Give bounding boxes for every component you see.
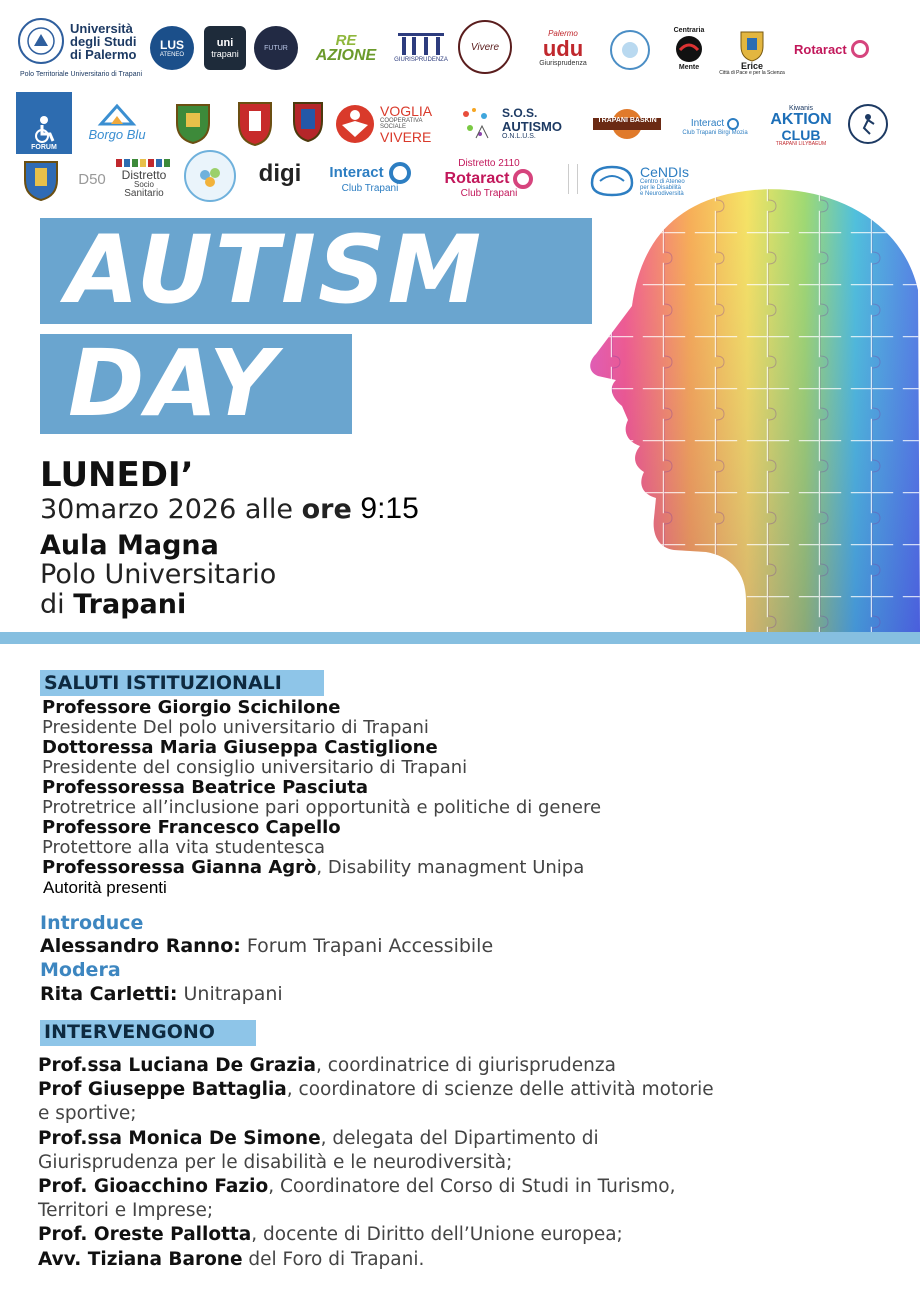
list-item xyxy=(42,699,341,717)
list-item xyxy=(38,1248,425,1270)
speaker-role: Protettore alla vita studentesca xyxy=(42,837,326,858)
sos-autismo-logo: S.O.S. AUTISMO O.N.L.U.S. xyxy=(458,98,578,150)
unipa-seal-logo xyxy=(18,18,64,64)
list-item xyxy=(42,739,438,757)
list-item xyxy=(38,1127,599,1149)
speaker-name: Prof.ssa Monica De Simone xyxy=(38,1127,321,1149)
speaker-role: Protretrice all’inclusione pari opportunità e politiche di genere xyxy=(42,797,602,818)
speaker-role: Presidente del consiglio universitario di Trapani xyxy=(42,757,468,778)
borgo-blu-logo: Borgo Blu xyxy=(80,92,154,148)
intervengono-heading: INTERVENGONO xyxy=(44,1021,215,1043)
coat-of-arms-3-logo xyxy=(288,94,328,146)
trapani-baskin-logo: TRAPANI BASKIN xyxy=(586,100,668,148)
speaker-role: , coordinatrice di giurisprudenza xyxy=(315,1055,616,1076)
list-item xyxy=(38,1178,675,1197)
rotaract-trapani-logo: Distretto 2110 Rotaract Club Trapani xyxy=(428,154,550,204)
section-divider xyxy=(0,632,920,644)
speaker-name: Professore Giorgio Scichilone xyxy=(42,697,341,718)
speaker-name: Prof. Gioacchino Fazio xyxy=(38,1176,269,1197)
list-item xyxy=(42,799,601,817)
unitrapani-logo: uni trapani xyxy=(204,26,246,70)
lus-logo: LUS ATENEO xyxy=(150,26,194,70)
coat-of-arms-1-logo xyxy=(168,96,218,148)
list-item xyxy=(42,859,584,877)
list-item xyxy=(42,779,368,797)
speaker-name: Prof.ssa Luciana De Grazia xyxy=(38,1055,316,1076)
rotary-wheel-icon xyxy=(513,169,533,189)
erice-logo: Erice Città di Pace e per la Scienza xyxy=(718,22,786,82)
rotary-wheel-icon xyxy=(727,118,739,130)
speaker-role: , Coordinatore del Corso di Studi in Turismo, xyxy=(268,1176,676,1197)
blue-seal-logo xyxy=(610,30,650,70)
d50-logo: D50 xyxy=(78,170,106,188)
unipa-wordmark: Università degli Studi di Palermo xyxy=(70,21,137,62)
speaker-name: Avv. Tiziana Barone xyxy=(38,1248,243,1270)
speaker-role: Presidente Del polo universitario di Trapani xyxy=(42,717,429,738)
event-date: 30marzo 2026 alle ore 9:15 xyxy=(40,492,419,525)
list-item xyxy=(38,1105,137,1124)
event-day: LUNEDI’ xyxy=(40,455,194,495)
speaker-name: Dottoressa Maria Giuseppa Castiglione xyxy=(42,737,438,758)
rotary-wheel-icon xyxy=(389,162,411,184)
discobolus-logo xyxy=(848,104,888,144)
giurisprudenza-logo: GIURISPRUDENZA xyxy=(392,24,450,68)
speaker-name: Prof Giuseppe Battaglia xyxy=(38,1079,287,1101)
forum-accessibile-logo: FORUM xyxy=(16,92,72,154)
list-item xyxy=(42,719,429,737)
list-item xyxy=(38,1202,213,1221)
venue-line-3: di Trapani xyxy=(40,589,187,620)
speaker-role: , docente di Diritto dell’Unione europea; xyxy=(251,1224,623,1246)
coat-of-arms-4-logo xyxy=(16,152,66,204)
list-item xyxy=(42,839,325,857)
modera-label: Modera xyxy=(40,959,121,981)
speaker-role: , delegata del Dipartimento di xyxy=(320,1127,599,1149)
rotary-wheel-icon xyxy=(851,40,869,58)
speaker-role: , coordinatore di scienze delle attività motorie xyxy=(286,1079,714,1101)
speaker-name: Professoressa Gianna Agrò xyxy=(42,857,317,878)
reazione-logo: RE AZIONE xyxy=(315,31,377,64)
vivere-logo: Vivere xyxy=(458,20,512,74)
unipa-caption: Polo Territoriale Universitario di Trapani xyxy=(20,71,143,78)
speaker-name: Professoressa Beatrice Pasciuta xyxy=(42,777,369,798)
speaker-role: , Disability managment Unipa xyxy=(316,857,585,878)
futur-logo: FUTUR xyxy=(254,26,298,70)
udu-logo: Palermo udu Giurisprudenza xyxy=(539,28,587,67)
speaker-role: e sportive; xyxy=(38,1103,137,1125)
list-item xyxy=(38,1151,513,1173)
centraria-logo: Centraria Mente xyxy=(673,27,705,71)
aktion-club-logo: Kiwanis AKTION CLUB TRAPANI LILYBAEUM xyxy=(770,105,832,147)
distretto-sanitario-logo: Distretto Socio Sanitario xyxy=(112,152,176,206)
modera-line: Rita Carletti: Unitrapani xyxy=(40,983,283,1005)
cendis-logo: CeNDIs Centro di Ateneo per le Disabilità e Neurodiversità xyxy=(588,160,708,202)
venue-line-2: Polo Universitario xyxy=(40,559,277,590)
list-item xyxy=(38,1226,623,1245)
speaker-name: Professore Francesco Capello xyxy=(42,817,341,838)
speaker-name: Prof. Oreste Pallotta xyxy=(38,1224,252,1246)
authorities-note: Autorità presenti xyxy=(43,878,167,897)
list-item xyxy=(42,759,467,777)
voglia-di-vivere-logo: VOGLIA COOPERATIVA SOCIALE VIVERE xyxy=(334,98,452,150)
interact-birgi-mozia-logo: Interact Club Trapani Birgi Mozia xyxy=(682,118,748,136)
list-item xyxy=(42,819,341,837)
title-line-1: AUTISM xyxy=(66,216,484,325)
event-time: 9:15 xyxy=(360,492,419,525)
list-item xyxy=(38,1057,616,1076)
interact-trapani-logo: Interact Club Trapani xyxy=(320,158,420,198)
speaker-role: del Foro di Trapani. xyxy=(242,1248,425,1270)
rotaract-top-logo: Rotaract xyxy=(794,36,904,62)
digi-logo: digi xyxy=(258,160,302,187)
saluti-heading: SALUTI ISTITUZIONALI xyxy=(44,672,282,694)
introduce-line: Alessandro Ranno: Forum Trapani Accessibile xyxy=(40,935,494,957)
title-line-2: DAY xyxy=(68,330,278,437)
venue-line-1: Aula Magna xyxy=(40,530,219,561)
speaker-role: Giurisprudenza per le disabilità e le neurodiversità; xyxy=(38,1151,513,1173)
aps-mente-logo xyxy=(184,150,236,202)
coat-of-arms-2-logo xyxy=(228,92,282,150)
introduce-label: Introduce xyxy=(40,912,144,934)
puzzle-head-illustration xyxy=(560,180,920,632)
list-item xyxy=(38,1081,714,1100)
speaker-role: Territori e Imprese; xyxy=(38,1200,214,1222)
